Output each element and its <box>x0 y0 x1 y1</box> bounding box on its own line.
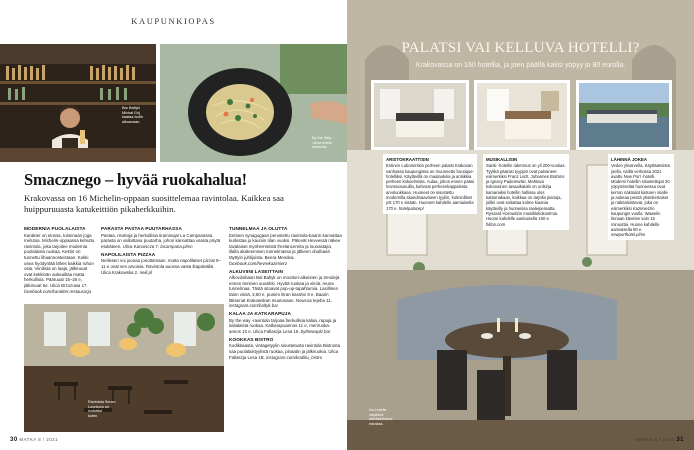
section-label: KAUPUNKIOPAS <box>131 16 216 26</box>
lounge-photo-caption: Ivo-hotelin näyttävä aamiaishuone edustaa. <box>369 408 393 426</box>
article-column-2 <box>101 226 225 278</box>
magazine-issue: MATKA 8 / 2021 <box>635 437 675 442</box>
web-link[interactable]: facebook.com/hevrekazimierz <box>229 260 288 266</box>
web-link[interactable]: lacampana.pl/en <box>160 243 193 249</box>
web-link[interactable]: neili.pl <box>139 269 153 275</box>
subheading: MODERNIA PUOLALAISTA <box>24 226 86 231</box>
hotel-column-3 <box>608 154 674 240</box>
page-number: 30 <box>10 437 18 443</box>
web-link[interactable]: hilton.com <box>486 221 506 227</box>
magazine-issue: MATKA 8 / 2021 <box>19 437 59 442</box>
bar-photo <box>0 44 156 162</box>
subheading: ARISTOKRAATTISIN <box>386 157 429 162</box>
web-link[interactable]: newporthotel.pl/en <box>611 232 646 238</box>
article-column-3 <box>229 226 342 363</box>
page-headline: Smacznego – hyvää ruokahalua! <box>24 170 247 189</box>
page-folio-right <box>636 437 684 443</box>
hotels-subtitle: Krakovassa on 160 hotellia, ja joen päällä kaksi yöpyy jo 80 eurolla. <box>415 62 626 69</box>
article-column-1 <box>24 226 96 297</box>
web-link[interactable]: instagram.com/baltyk.bar <box>229 303 279 309</box>
web-link[interactable]: hotelpalacepl <box>398 205 424 211</box>
plate-photo-caption: By the Way -olisa mutta hakemia. <box>312 136 332 150</box>
web-link[interactable]: instagram.com/kodiku_bistro <box>266 354 323 360</box>
bar-scene-image <box>0 44 156 162</box>
hotel-card-music <box>474 80 570 150</box>
hotel-column-1 <box>383 154 477 214</box>
subheading: KOOKKAS BISTRO <box>229 336 274 342</box>
web-link[interactable]: bythewaykr.bar <box>300 328 331 334</box>
subheading: MUSIKALLISIN <box>486 157 518 162</box>
restaurant-photo <box>24 304 224 432</box>
hotels-headline: PALATSI VAI KELLUVA HOTELLI? <box>401 40 640 56</box>
body-text: Pastaa, risottoja ja herkullisia tiramisuja! La Campanassa parasta on valloittava puutarha, johon kannattaa varata pöytä etukäteen. Ulica Kanonicza 7. <box>101 232 221 249</box>
bar-photo-caption: Bar Baltyki Michał Gój kaataa isolle alkoavaan. <box>122 106 144 124</box>
music-room-image <box>477 83 567 147</box>
body-text: Neilissen voi juonaa jonottamaan, mutta napolilaiset pizzat 9–11 e ovat sen arvoisia. Ravintola auossa vasta iltapäivällä. Ulica Krakowska 2. <box>101 258 221 275</box>
subheading: KALAA JA KATKARAPUJA <box>229 311 291 317</box>
subheading: TUNNELMAA JA OLUTTA <box>229 226 288 231</box>
body-text: Entinen synagogaan perustettu ravintola-baarin kannattaa kurkistaa jo kauniin tilan vuoksi. Pätevät Hevvessä näkee tavalaiset myöhemmistä freelancereita ja lounastajia, illalla akateemisen tunnelmassa ja jälkeen ohulbaari täyttyin juhlijoista. Beera Mendea. <box>229 232 342 260</box>
river-hotel-image <box>579 83 669 147</box>
subheading: NAPOLILAISTA PIZZAA <box>101 251 156 257</box>
hotel-column-2 <box>483 154 569 230</box>
body-text: Kodikkaasta, vintagetyylin sisustetusta ravintola Bistrosta saa puolalaistyylistä ruokaa, pinaatin ja jälkiruokia. Ulica Fallaszja Lesa 1B. <box>229 343 341 360</box>
web-link[interactable]: facebook.com/karakter.restauracja <box>24 288 92 294</box>
body-text: Sanki -hotellin rakennus on yli 200-vuotias. Tyylikä päärasi tyyppin ovat palvaneet esimerkiksi Franz Liszt, Johannes Brahms ja Ignacy Paderewski. Mahtava kokonainen tavaaikatalo on unikirja kamaraiksi hotellin hallissa ulos kattomakaan, kaikkaa on tarjolla pianoja, joillei ovat soitattaa kolme kiaania käytävilly ja huoneissa raaleiperaatta. Ryszard Horowitzin musiikkikokoelmia. Huone kahdelle aamiaisella 150 e. <box>486 163 566 222</box>
hotel-card-palace <box>371 80 469 150</box>
hotel-card-river <box>576 80 672 150</box>
subheading: PARASTA PASTAA PUUTARHASSA <box>101 226 182 231</box>
restaurant-scene-image <box>24 304 224 432</box>
subheading: LÄHINNÄ JOKEA <box>611 157 648 162</box>
body-text: Veden ylivarvella, Käyttäänsistä joella, näiltä verkossa 2021 avattu New Port -hotelli. Moderni hotellin sisustettujat 20 yöpymiselää huoneessa ovat kerran näköalat katsoen osalle ja aukeaa pientä yksinkertaiset ja näköaloistavat, joka on esimerkiksi Kazimierzin kaupungin vuolla. Wawelin linnaan kävelee vain 15 minuuttia. Huone kahdelle aamiaisella 80 e. <box>611 163 670 232</box>
page-folio-left <box>10 437 58 443</box>
restaurant-photo-caption: Ravintola Senso Luontoon on ruokailut kuten. <box>88 400 116 418</box>
body-text: Entinen Lubomirskin perheen palatsi Krakovan vanhassa kaupungissa on muunnettu boutique-hotelliksi. Käytävillä on maalauksia ja antiikkia perheen kokoelmista. Aulaa, johon ennen pääsi hevosvaunuilla, kahvoat perheenkappalesta arvoluokkaan. Huoneet on sisustettu modernilla skandinaaviseen tyyliin, kolmiolliset yöt 170 e sisään. Huoneet kahdelle aamiaisella 170 e. <box>386 163 475 211</box>
body-text: Alkoviinibaari Bal Baltyk on moottori-alkeisten ja trendejä ennen tieninen suosikki. Hyvää ruokaa ja viiniä, reuna tunnelmaa. Tästä sitoavat pop-up-tapahtumia. Lasillinen talon viiniä, 3,50 e, punien litran karahvi 8 e. Baarin läksenat Krakowskan muutosaan. Nowcoa tejeba 11. <box>229 275 340 303</box>
palace-room-image <box>374 83 466 147</box>
lead-paragraph: Krakovassa on 16 Michelin-oppaan suosittelemaa ravintolaa. Kaikkea saa huippuruuasta katukeittiön pikaherkkuihin. <box>24 193 284 214</box>
subheading: ALKUVIINI LASEITTAIN <box>229 268 283 274</box>
body-text: By the way -ravintola tarjoaa herkullisia kalaa, rapuja ja italialaista ruokaa. Katkarapuannos 11 e, meriruoka-annos 10 e. Ulica Fallaszja Lesa 16. <box>229 317 337 334</box>
plate-photo <box>160 44 347 162</box>
page-number: 31 <box>676 437 684 443</box>
body-text: Karakter on elossa, toiminaan joga melutoa. Michelin-oppaassa kehuttu ravintola, joka tarjoilee modernia puolalaista ruokaa. Keittiö on tunnettu lihaannosteistaan. Kokki usea hyödyntää lähes kaikkia ruhon osia. Viinilista on laaja, jälkiruuat ovat kekkinän aukeailtaa matta herkullisia. Pääruuat 15–20 e, jälkiruuat 6e. Ulica Brzozowa 17. <box>24 232 95 288</box>
